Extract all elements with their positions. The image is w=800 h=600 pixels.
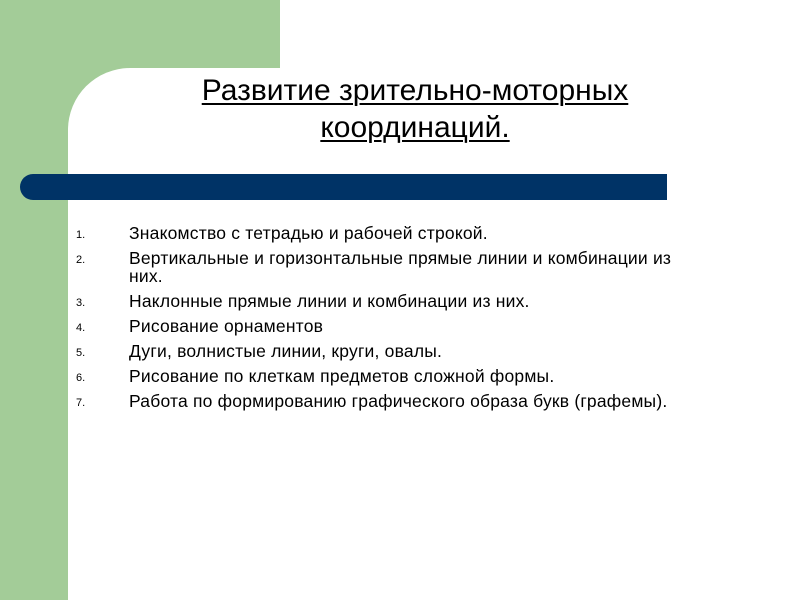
slide-title: Развитие зрительно-моторных координаций. bbox=[201, 74, 629, 144]
list-item-number: 5. bbox=[76, 347, 86, 359]
list-item-text: Вертикальные и горизонтальные прямые линии и комбинации из них. bbox=[129, 248, 672, 286]
list-item bbox=[76, 224, 696, 242]
list-item-number: 2. bbox=[76, 254, 86, 266]
list-item bbox=[76, 367, 696, 385]
list-item-number: 6. bbox=[76, 372, 86, 384]
list-item-number: 7. bbox=[76, 397, 86, 409]
list-item-text: Дуги, волнистые линии, круги, овалы. bbox=[129, 341, 443, 361]
list-item-text: Наклонные прямые линии и комбинации из них. bbox=[129, 291, 530, 311]
list-item bbox=[76, 292, 696, 310]
list-item-number: 4. bbox=[76, 322, 86, 334]
list-item bbox=[76, 392, 696, 410]
list-item-number: 1. bbox=[76, 229, 86, 241]
decorative-navy-bar bbox=[20, 174, 667, 200]
list-item-text: Знакомство с тетрадью и рабочей строкой. bbox=[129, 223, 488, 243]
list-item-text: Работа по формированию графического образа букв (графемы). bbox=[129, 391, 668, 411]
list-item-text: Рисование по клеткам предметов сложной формы. bbox=[129, 366, 555, 386]
numbered-list bbox=[76, 224, 696, 417]
list-item-number: 3. bbox=[76, 297, 86, 309]
decorative-green-bar-left bbox=[0, 0, 68, 600]
list-item bbox=[76, 342, 696, 360]
list-item bbox=[76, 317, 696, 335]
list-item bbox=[76, 249, 696, 285]
list-item-text: Рисование орнаментов bbox=[129, 316, 324, 336]
